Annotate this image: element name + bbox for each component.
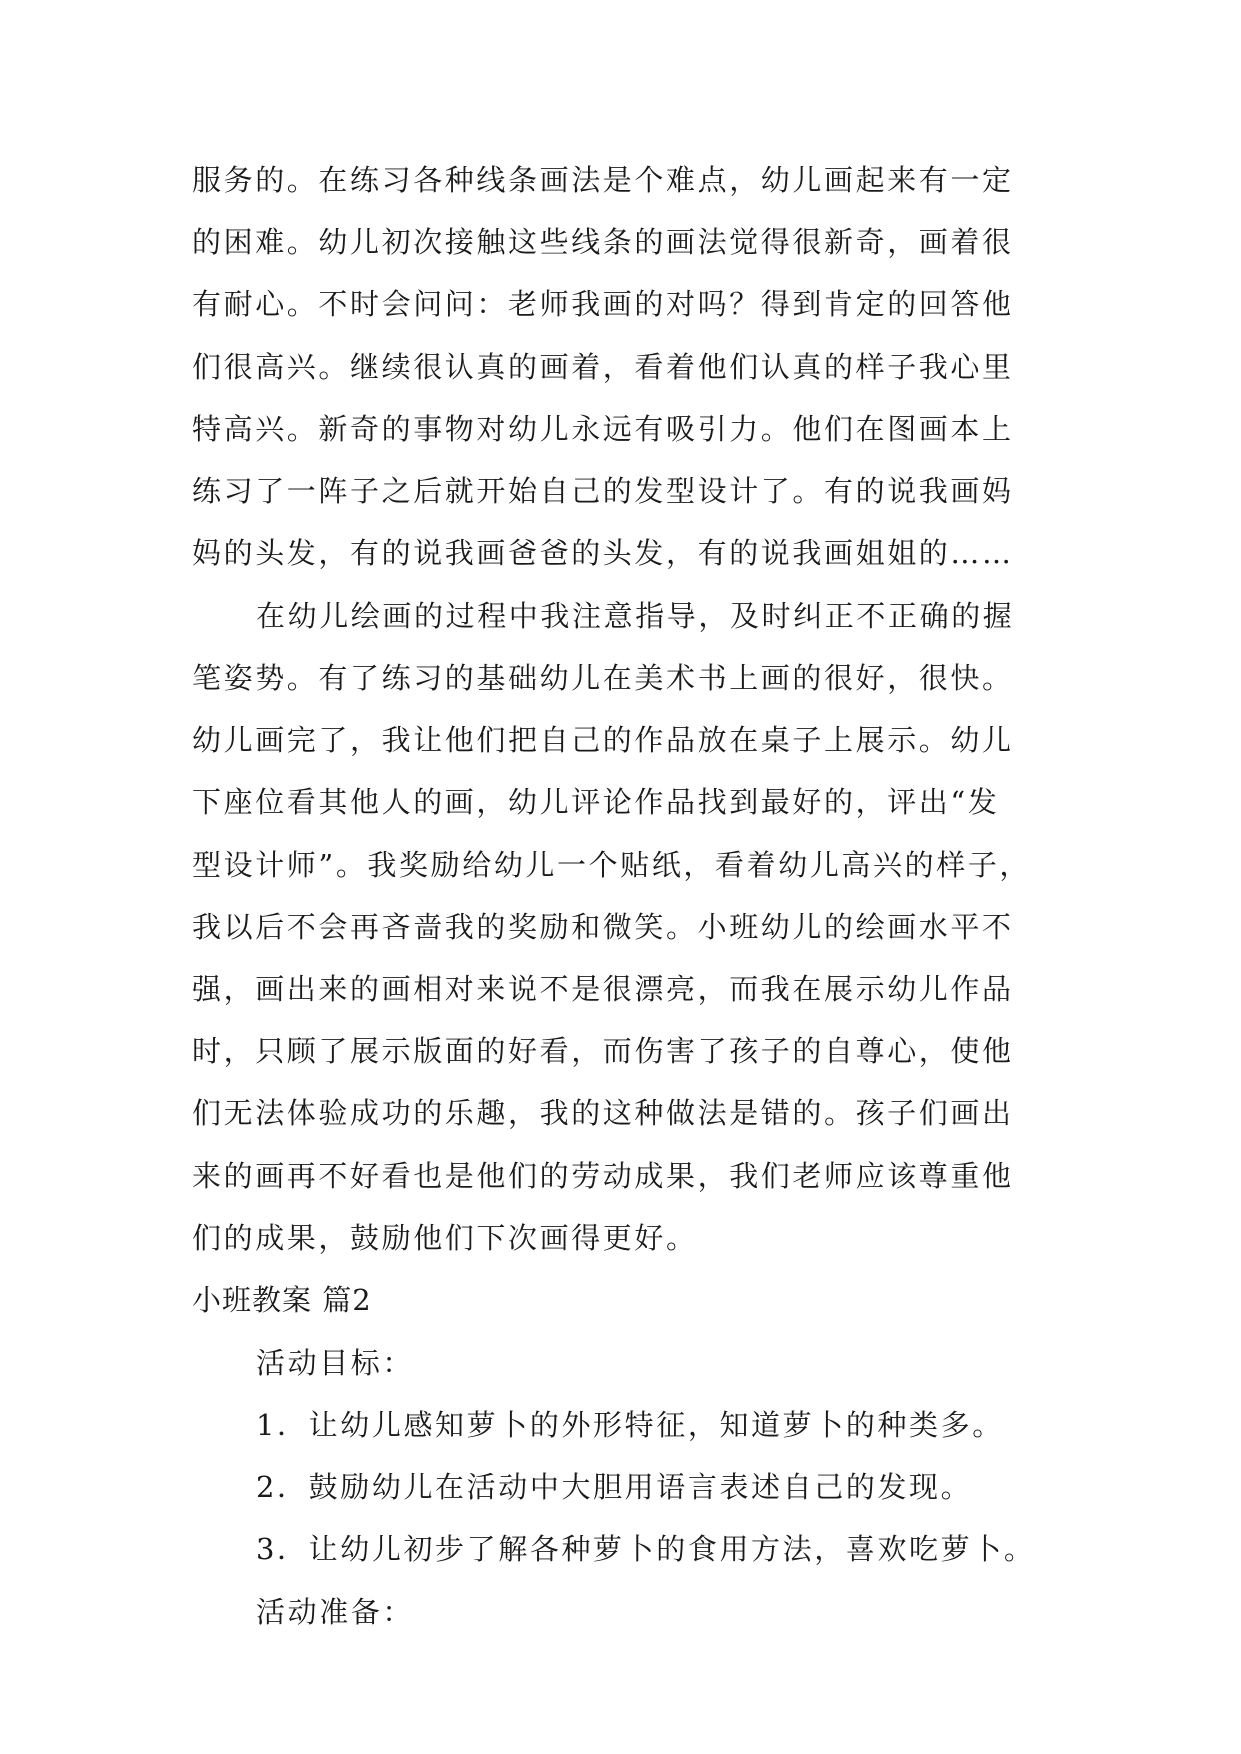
paragraph-line: 型设计师”。我奖励给幼儿一个贴纸，看着幼儿高兴的样子，: [192, 848, 1032, 882]
paragraph-line: 服务的。在练习各种线条画法是个难点，幼儿画起来有一定: [192, 163, 1014, 197]
paragraph-line: 时，只顾了展示版面的好看，而伤害了孩子的自尊心，使他: [192, 1034, 1014, 1068]
section-heading: 小班教案 篇2: [192, 1283, 372, 1317]
paragraph-line: 来的画再不好看也是他们的劳动成果，我们老师应该尊重他: [192, 1159, 1014, 1193]
paragraph-line: 的困难。幼儿初次接触这些线条的画法觉得很新奇，画着很: [192, 225, 1014, 259]
paragraph-line: 强，画出来的画相对来说不是很漂亮，而我在展示幼儿作品: [192, 972, 1014, 1006]
subheading: 活动准备：: [256, 1595, 415, 1629]
paragraph-line: 练习了一阵子之后就开始自己的发型设计了。有的说我画妈: [192, 474, 1014, 508]
paragraph-line: 有耐心。不时会问问：老师我画的对吗？得到肯定的回答他: [192, 287, 1014, 321]
paragraph-line: 我以后不会再吝啬我的奖励和微笑。小班幼儿的绘画水平不: [192, 910, 1014, 944]
subheading: 活动目标：: [256, 1346, 415, 1380]
paragraph-line: 笔姿势。有了练习的基础幼儿在美术书上画的很好，很快。: [192, 661, 1014, 695]
paragraph-line: 特高兴。新奇的事物对幼儿永远有吸引力。他们在图画本上: [192, 412, 1014, 446]
paragraph-line: 妈的头发，有的说我画爸爸的头发，有的说我画姐姐的……: [192, 536, 1014, 570]
list-item: 1．让幼儿感知萝卜的外形特征，知道萝卜的种类多。: [256, 1408, 1004, 1442]
paragraph-line: 们很高兴。继续很认真的画着，看着他们认真的样子我心里: [192, 350, 1014, 384]
list-item: 3．让幼儿初步了解各种萝卜的食用方法，喜欢吃萝卜。: [256, 1532, 1036, 1566]
paragraph-line: 们的成果，鼓励他们下次画得更好。: [192, 1221, 698, 1255]
paragraph-line: 幼儿画完了，我让他们把自己的作品放在桌子上展示。幼儿: [192, 723, 1014, 757]
list-item: 2．鼓励幼儿在活动中大胆用语言表述自己的发现。: [256, 1470, 973, 1504]
paragraph-line: 们无法体验成功的乐趣，我的这种做法是错的。孩子们画出: [192, 1096, 1014, 1130]
paragraph-line: 在幼儿绘画的过程中我注意指导，及时纠正不正确的握: [256, 599, 1015, 633]
paragraph-line: 下座位看其他人的画，幼儿评论作品找到最好的，评出“发: [192, 785, 1000, 819]
